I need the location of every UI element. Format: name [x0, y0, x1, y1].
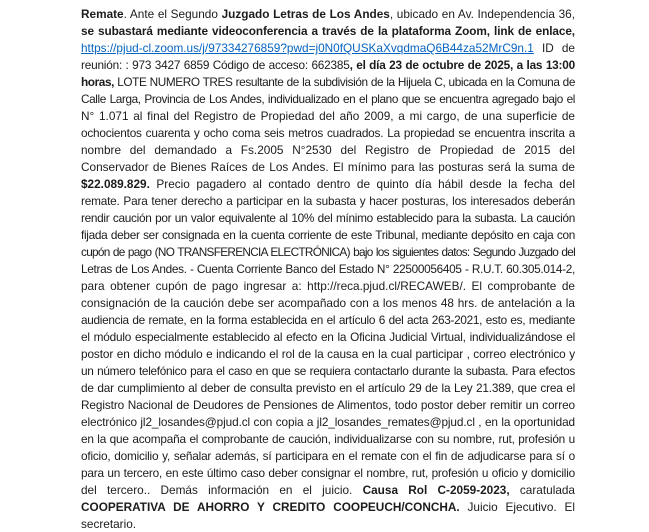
text-segment: en la que acompaña el comprobante de caución, individualizarse con su nombre, rut, profesión u [81, 432, 575, 446]
zoom-meeting-link[interactable]: https://pjud-cl.zoom.us/j/97334276859?pwd=j0N0fQUSKaXvqdmaQ6B44za52MrC9n.1 [81, 41, 534, 55]
text-line [81, 125, 575, 142]
text-line [81, 23, 575, 40]
text-segment: oficio, domicilio y, señalar además, sí participara en el remate con el fin de adjudicarse para sí o [81, 449, 575, 463]
text-segment: ID de [533, 41, 575, 55]
bold-text-segment: , el día 23 de octubre de 2025, a las 13:00 [349, 58, 575, 72]
text-segment: ochocientos cuarenta y ocho coma seis metros cuadrados. La propiedad se encuentra inscrita a [81, 126, 575, 140]
bold-text-segment: Causa Rol C-2059-2023, [362, 483, 510, 497]
text-line [81, 465, 575, 482]
text-segment: Conservador de Bienes Raíces de Los Andes. El mínimo para las posturas será la suma de [81, 160, 575, 174]
text-line [81, 227, 575, 244]
text-segment: secretario. [81, 517, 137, 531]
text-segment: Registro Nacional de Deudores de Pensiones de Alimentos, todo postor deber remitir un correo [81, 398, 575, 412]
text-line [81, 329, 575, 346]
text-line [81, 278, 575, 295]
text-segment: . Ante el Segundo [123, 7, 222, 21]
text-line [81, 380, 575, 397]
text-segment: N° 1.071 al final del Registro de Propiedad del año 2009, a mi cargo, de una superficie de [81, 109, 575, 123]
text-segment: el módulo especialmente establecido al efecto en la Oficina Judicial Virtual, individualizándose el [81, 330, 575, 344]
bold-text-segment: Remate [81, 7, 124, 21]
text-segment: LOTE NUMERO TRES resultante de la subdivisión de la Hijuela C, ubicada en la Comuna de [114, 75, 575, 89]
text-line [81, 57, 575, 74]
text-line [81, 244, 575, 261]
text-line [81, 91, 575, 108]
text-segment: audiencia de remate, en la forma establecida en el artículo 6 del acta 263-2021, esto es, mediante [81, 313, 575, 327]
text-segment: un número telefónico para el caso en que se requiera contactarlo durante la subasta. Para efectos [81, 364, 575, 378]
text-segment: reunión: : 973 3427 6859 Código de acceso: 662385 [81, 58, 350, 72]
text-segment: rendir caución por un valor equivalente al 10% del mínimo establecido para la subasta. La caución [81, 211, 575, 225]
text-line [81, 261, 575, 278]
bold-text-segment: se subastará mediante videoconferencia a través de la plataforma Zoom, link de enlace, [81, 24, 575, 38]
text-segment: Juicio Ejecutivo. El [459, 500, 575, 514]
text-line [81, 397, 575, 414]
text-segment: , ubicado en Av. Independencia 36, [389, 7, 575, 21]
text-segment: nombre del demandado a Fs.2005 N°2530 del Registro de Propiedad de 2015 del [81, 143, 575, 157]
text-segment: Precio pagadero al contado dentro de quinto día hábil desde la fecha del [149, 177, 575, 191]
text-segment: fijada deber ser consignada en la cuenta corriente de este Tribunal, mediante depósito en caja con [81, 228, 575, 242]
text-line [81, 142, 575, 159]
text-segment: electrónico jl2_losandes@pjud.cl con copia a jl2_losandes_remates@pjud.cl , en la oportunidad [81, 415, 575, 429]
text-segment: Calle Larga, Provincia de Los Andes, individualizado en el plano que se encuentra agregado bajo el [81, 92, 575, 106]
text-segment: remate. Para tener derecho a participar en la subasta y hacer posturas, los interesados deberán [81, 194, 575, 208]
text-segment: Letras de Los Andes. - Cuenta Corriente Banco del Estado N° 22500056405 - R.U.T. 60.305.014-2, [81, 262, 575, 276]
text-segment: para obtener cupón de pago ingresar a: http://reca.pjud.cl/RECAWEB/. El comprobante de [81, 279, 575, 293]
text-segment: del tercero.. Demás información en el juicio. [81, 483, 363, 497]
text-line [81, 516, 575, 532]
text-line [81, 40, 575, 57]
text-line [81, 448, 575, 465]
text-line [81, 210, 575, 227]
text-line [81, 431, 575, 448]
bold-text-segment: COOPERATIVA DE AHORRO Y CREDITO COOPEUCH/CONCHA. [81, 500, 460, 514]
text-line [81, 6, 575, 23]
text-segment: de dar cumplimiento al deber de consulta previsto en el artículo 29 de la Ley 21.389, que crea el [81, 381, 575, 395]
bold-text-segment: Juzgado Letras de Los Andes [221, 7, 390, 21]
document-body [81, 6, 575, 532]
text-segment: consignación de la caución debe ser acompañado con a los menos 48 hrs. de antelación a la [81, 296, 575, 310]
text-segment: caratulada [509, 483, 575, 497]
text-line [81, 159, 575, 176]
bold-text-segment: horas, [81, 75, 115, 89]
text-line [81, 74, 575, 91]
text-line [81, 108, 575, 125]
text-segment: cupón de pago (NO TRANSFERENCIA ELECTRÓNICA) bajo los siguientes datos: Segundo Juzgado del [81, 245, 575, 259]
text-line [81, 312, 575, 329]
bold-text-segment: $22.089.829. [81, 177, 150, 191]
text-line [81, 176, 575, 193]
text-line [81, 482, 575, 499]
text-line [81, 414, 575, 431]
text-line [81, 346, 575, 363]
text-line [81, 499, 575, 516]
text-line [81, 363, 575, 380]
text-segment: postor en dicho módulo e indicando el rol de la causa en la cual participar , correo electrónico y [81, 347, 575, 361]
text-segment: para un tercero, en este último caso deber consignar el nombre, rut, profesión u oficio y domicilio [81, 466, 575, 480]
text-line [81, 193, 575, 210]
text-line [81, 295, 575, 312]
